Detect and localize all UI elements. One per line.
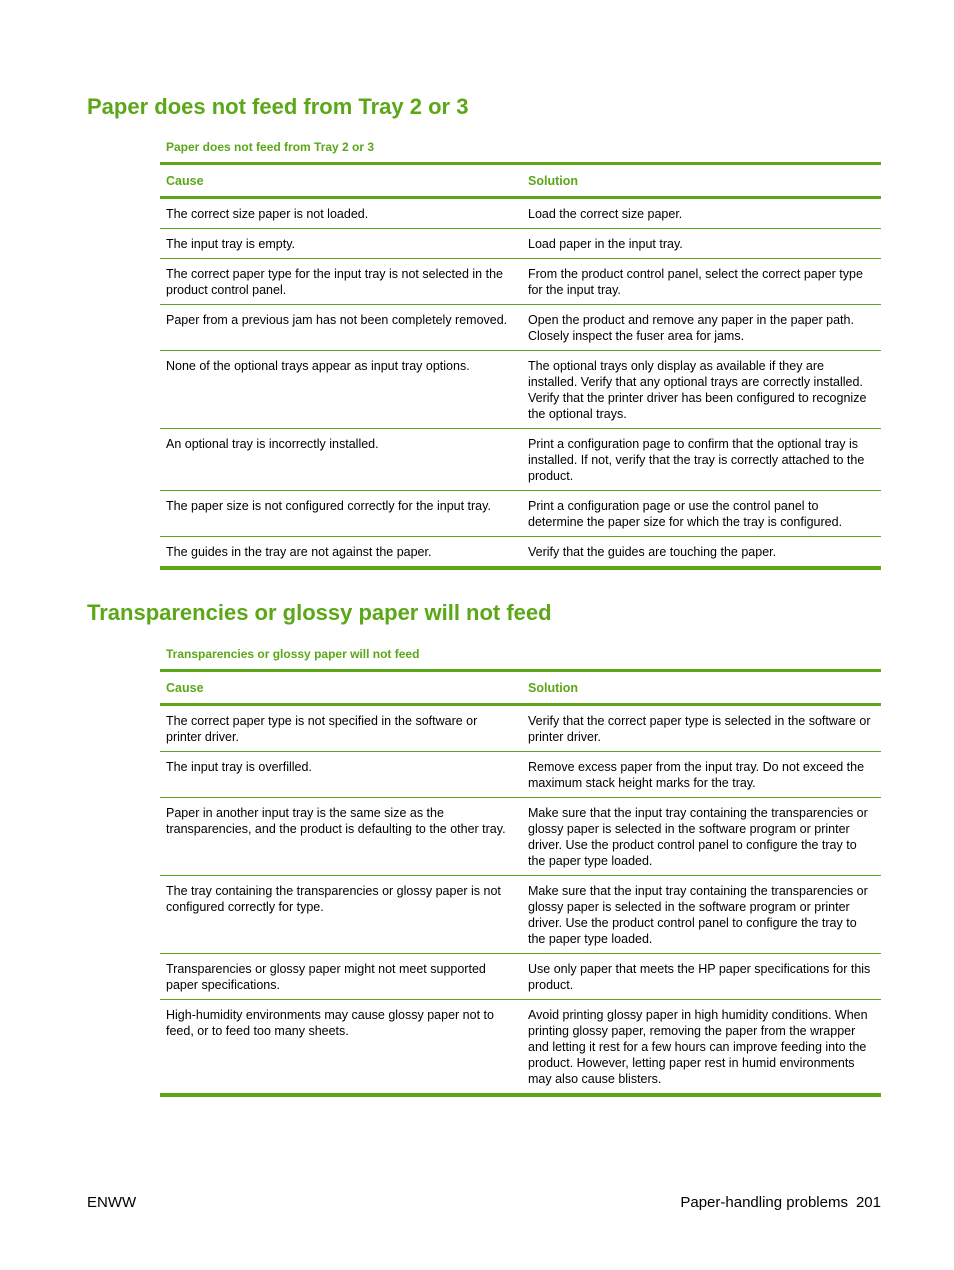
cause-cell: High-humidity environments may cause glossy paper not to feed, or to feed too many sheets. <box>166 1008 494 1038</box>
page-number: 201 <box>855 1194 881 1211</box>
column-header-cause: Cause <box>160 671 521 705</box>
solution-cell: Avoid printing glossy paper in high humidity conditions. When printing glossy paper, removing the paper from the wrapper and letting it rest for a few hours can improve feeding into the product. However, letting paper rest in humid environments may also cause blisters. <box>528 1008 868 1086</box>
table-row <box>160 537 881 569</box>
column-header-solution: Solution <box>521 671 881 705</box>
cause-cell: Paper in another input tray is the same size as the transparencies, and the product is defaulting to the other tray. <box>160 798 521 876</box>
cause-cell: None of the optional trays appear as input tray options. <box>160 351 521 429</box>
table-row <box>160 798 881 876</box>
cause-cell: Transparencies or glossy paper might not meet supported paper specifications. <box>160 954 521 1000</box>
table-row <box>160 429 881 491</box>
section-1-heading: Paper does not feed from Tray 2 or 3 <box>87 94 469 119</box>
table-row <box>160 229 881 259</box>
solution-cell: Open the product and remove any paper in the paper path. Closely inspect the fuser area for jams. <box>521 305 881 351</box>
solution-cell: Load paper in the input tray. <box>521 229 881 259</box>
footer-section-and-page <box>680 1193 881 1213</box>
table-row <box>160 351 881 429</box>
table-row <box>160 705 881 752</box>
cause-cell: The input tray is empty. <box>160 229 521 259</box>
solution-cell: Make sure that the input tray containing the transparencies or glossy paper is selected in the software program or printer driver. Use the product control panel to configure the tray to the paper type loaded. <box>521 876 881 954</box>
footer-section-title: Paper-handling problems <box>680 1194 848 1211</box>
table-header-row <box>160 164 881 198</box>
table-row <box>160 876 881 954</box>
cause-cell: The input tray is overfilled. <box>160 752 521 798</box>
table-row <box>160 1000 881 1096</box>
solution-cell: Load the correct size paper. <box>521 198 881 229</box>
cause-cell: The paper size is not configured correctly for the input tray. <box>160 491 521 537</box>
table-row <box>160 305 881 351</box>
solution-cell: Print a configuration page to confirm that the optional tray is installed. If not, verify that the tray is correctly attached to the product. <box>521 429 881 491</box>
cause-cell: The correct paper type for the input tray is not selected in the product control panel. <box>160 259 521 305</box>
cause-cell: The tray containing the transparencies or glossy paper is not configured correctly for type. <box>160 876 521 954</box>
cause-cell: The guides in the tray are not against the paper. <box>166 545 432 559</box>
section-2-table-caption: Transparencies or glossy paper will not feed <box>166 647 420 661</box>
section-2-heading: Transparencies or glossy paper will not feed <box>87 600 552 625</box>
section-1-table-caption: Paper does not feed from Tray 2 or 3 <box>166 140 375 154</box>
solution-cell: Verify that the correct paper type is selected in the software or printer driver. <box>521 705 881 752</box>
solution-cell: Verify that the guides are touching the paper. <box>528 545 777 559</box>
table-header-row <box>160 671 881 705</box>
solution-cell: From the product control panel, select the correct paper type for the input tray. <box>521 259 881 305</box>
solution-cell: Use only paper that meets the HP paper specifications for this product. <box>521 954 881 1000</box>
table-row <box>160 491 881 537</box>
cause-cell: Paper from a previous jam has not been completely removed. <box>160 305 521 351</box>
solution-cell: The optional trays only display as available if they are installed. Verify that any optional trays are correctly installed. Verify that the printer driver has been configured to recognize the optional trays. <box>521 351 881 429</box>
cause-cell: The correct size paper is not loaded. <box>160 198 521 229</box>
section-1-table <box>160 162 881 570</box>
table-row <box>160 198 881 229</box>
table-row <box>160 752 881 798</box>
section-2-table <box>160 669 881 1097</box>
solution-cell: Make sure that the input tray containing the transparencies or glossy paper is selected in the software program or printer driver. Use the product control panel to configure the tray to the paper type loaded. <box>521 798 881 876</box>
column-header-cause: Cause <box>160 164 521 198</box>
cause-cell: The correct paper type is not specified in the software or printer driver. <box>160 705 521 752</box>
solution-cell: Remove excess paper from the input tray. Do not exceed the maximum stack height marks for the tray. <box>521 752 881 798</box>
footer-doc-id: ENWW <box>87 1194 137 1211</box>
table-row <box>160 259 881 305</box>
column-header-solution: Solution <box>521 164 881 198</box>
table-row <box>160 954 881 1000</box>
solution-cell: Print a configuration page or use the control panel to determine the paper size for which the tray is configured. <box>521 491 881 537</box>
cause-cell: An optional tray is incorrectly installed. <box>160 429 521 491</box>
page-footer <box>87 1193 881 1213</box>
